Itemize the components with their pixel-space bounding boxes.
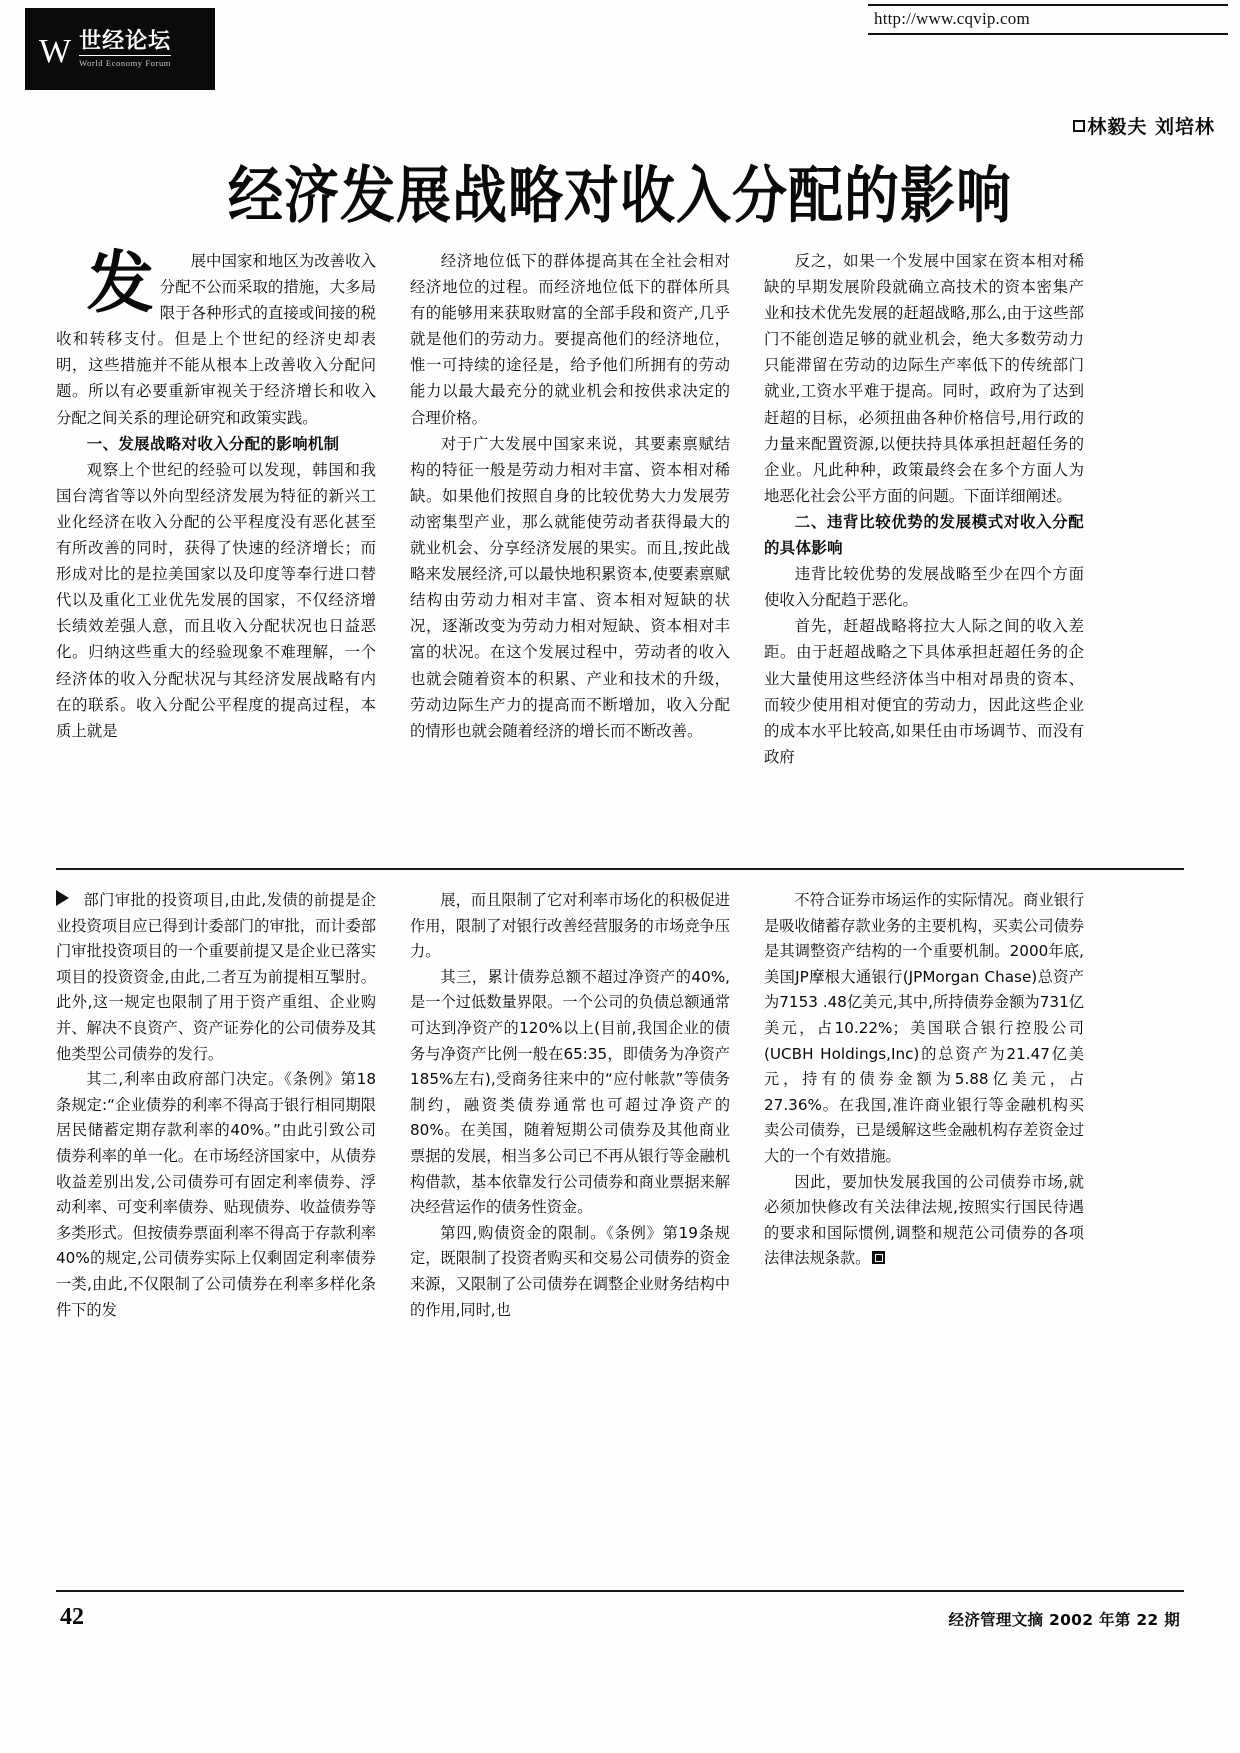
end-of-article-icon	[872, 1251, 885, 1264]
article-two-columns	[56, 888, 1184, 1388]
paragraph	[56, 244, 376, 431]
logo-text-stack	[79, 30, 171, 68]
article-two-column-3	[764, 888, 1084, 1388]
logo-letter: W	[39, 33, 72, 70]
article-one-columns	[56, 244, 1184, 838]
journal-issue-line: 经济管理文摘 2002 年第 22 期	[948, 1611, 1180, 1629]
drop-cap: 发	[86, 244, 154, 322]
paragraph: 违背比较优势的发展战略至少在四个方面使收入分配趋于恶化。	[764, 565, 1084, 610]
paragraph: 其二,利率由政府部门决定。《条例》第18条规定:“企业债券的利率不得高于银行相同期限居民储蓄定期存款利率的40%。”由此引致公司债券利率的单一化。在市场经济国家中，从债券收益差别出发,公司债券可有固定利率债券、浮动利率、可变利率债券、贴现债券、收益债券等多类形式。但按债券票面利率不得高于存款利率40%的规定,公司债券实际上仅剩固定利率债券一类,由此,不仅限制了公司债券在利率多样化条件下的发	[56, 1070, 376, 1319]
paragraph-text: 因此，要加快发展我国的公司债券市场,就必须加快修改有关法律法规,按照实行国民待遇的要求和国际惯例,调整和规范公司债券的各项法律法规条款。	[764, 1172, 1084, 1268]
article-one-column-1	[56, 244, 376, 838]
triangle-bullet-icon	[56, 890, 69, 906]
paragraph	[764, 1170, 1084, 1272]
magazine-logo	[25, 8, 215, 90]
page-number: 42	[60, 1604, 84, 1630]
paragraph: 不符合证券市场运作的实际情况。商业银行是吸收储蓄存款业务的主要机构，买卖公司债券是其调整资产结构的一个重要机制。2000年底,美国JP摩根大通银行(JPMorgan Chase)总资产为7153 .48亿美元,其中,所持债券金额为731亿美元，占10.22%；美国联合银行控股公司(UCBH Holdings,Inc)的总资产为21.47亿美元，持有的债券金额为5.88亿美元，占27.36%。在我国,准许商业银行等金融机构买卖公司债券，已是缓解这些金融机构存差资金过大的一个有效措施。	[764, 891, 1084, 1165]
article-one-column-3	[764, 248, 1084, 838]
paragraph: 经济地位低下的群体提高其在全社会相对经济地位的过程。而经济地位低下的群体所具有的能够用来获取财富的全部手段和资产,几乎就是他们的劳动力。要提高他们的经济地位，惟一可持续的途径是，给予他们所拥有的劳动能力以最大最充分的就业机会和按供求决定的合理价格。	[410, 252, 730, 427]
article-authors	[1073, 112, 1215, 139]
article-divider	[56, 868, 1184, 870]
source-url: http://www.cqvip.com	[874, 9, 1030, 28]
paragraph: 对于广大发展中国家来说，其要素禀赋结构的特征一般是劳动力相对丰富、资本相对稀缺。如果他们按照自身的比较优势大力发展劳动密集型产业，那么就能使劳动者获得最大的就业机会、分享经济发展的果实。而且,按此战略来发展经济,可以最快地积累资本,使要素禀赋结构由劳动力相对丰富、资本相对短缺的状况，逐渐改变为劳动力相对短缺、资本相对丰富的状况。在这个发展过程中，劳动者的收入也就会随着资本的积累、产业和技术的升级，劳动边际生产力的提高而不断增加，收入分配的情形也就会随着经济的增长而不断改善。	[410, 434, 730, 740]
article-title: 经济发展战略对收入分配的影响	[227, 159, 1012, 232]
logo-chinese-name: 世经论坛	[79, 30, 171, 56]
section-heading-2: 二、违背比较优势的发展模式对收入分配的具体影响	[764, 512, 1084, 558]
paragraph: 其三，累计债券总额不超过净资产的40%,是一个过低数量界限。一个公司的负债总额通常可达到净资产的120%以上(目前,我国企业的债务与净资产比例一般在65:35，即债务为净资产185%左右),受商务往来中的“应付帐款”等债务制约，融资类债券通常也可超过净资产的80%。在美国，随着短期公司债券及其他商业票据的发展，相当多公司已不再从银行等金融机构借款，基本依靠发行公司债券和商业票据来解决经营运作的债务性资金。	[410, 967, 730, 1217]
article-two-column-2	[410, 888, 730, 1388]
article-two-column-1	[56, 888, 376, 1388]
paragraph: 观察上个世纪的经验可以发现，韩国和我国台湾省等以外向型经济发展为特征的新兴工业化经济在收入分配的公平程度没有恶化甚至有所改善的同时，获得了快速的经济增长；而形成对比的是拉美国家以及印度等奉行进口替代以及重化工业优先发展的国家，不仅经济增长绩效差强人意，而且收入分配状况也日益恶化。归纳这些重大的经验现象不难理解，一个经济体的收入分配状况与其经济发展战略有内在的联系。收入分配公平程度的提高过程，本质上就是	[56, 460, 376, 740]
paragraph: 首先，赶超战略将拉大人际之间的收入差距。由于赶超战略之下具体承担赶超任务的企业大量使用这些经济体当中相对昂贵的资本、而较少使用相对便宜的劳动力，因此这些企业的成本水平比较高,如果任由市场调节、而没有政府	[764, 617, 1084, 766]
paragraph-text: 展中国家和地区为改善收入分配不公而采取的措施，大多局限于各种形式的直接或间接的税收和转移支付。但是上个世纪的经济史却表明，这些措施并不能从根本上改善收入分配问题。所以有必要重新审视关于经济增长和收入分配之间关系的理论研究和政策实践。	[56, 252, 376, 427]
paragraph: 展，而且限制了它对利率市场化的积极促进作用，限制了对银行改善经营服务的市场竞争压力。	[410, 891, 730, 961]
paragraph: 第四,购债资金的限制。《条例》第19条规定，既限制了投资者购买和交易公司债券的资金来源，又限制了公司债券在调整企业财务结构中的作用,同时,也	[410, 1223, 730, 1319]
footer-divider	[56, 1590, 1184, 1592]
author-names: 林毅夫 刘培林	[1087, 116, 1215, 138]
logo-english-name: World Economy Forum	[79, 58, 172, 69]
source-url-band	[868, 4, 1228, 35]
article-one-column-2	[410, 248, 730, 838]
paragraph	[56, 888, 376, 1067]
author-square-icon	[1073, 120, 1085, 132]
section-heading-1: 一、发展战略对收入分配的影响机制	[86, 434, 340, 453]
paragraph-text: 部门审批的投资项目,由此,发债的前提是企业投资项目应已得到计委部门的审批，而计委部门审批投资项目的一个重要前提又是企业已落实项目的投资资金,由此,二者互为前提相互掣肘。此外,这一规定也限制了用于资产重组、企业购并、解决不良资产、资产证券化的公司债券及其他类型公司债券的发行。	[56, 891, 376, 1063]
paragraph: 反之，如果一个发展中国家在资本相对稀缺的早期发展阶段就确立高技术的资本密集产业和技术优先发展的赶超战略,那么,由于这些部门不能创造足够的就业机会，绝大多数劳动力只能滞留在劳动的边际生产率低下的传统部门就业,工资水平难于提高。同时，政府为了达到赶超的目标，必须扭曲各种价格信号,用行政的力量来配置资源,以便扶持具体承担赶超任务的企业。凡此种种，政策最终会在多个方面人为地恶化社会公平方面的问题。下面详细阐述。	[764, 252, 1084, 505]
